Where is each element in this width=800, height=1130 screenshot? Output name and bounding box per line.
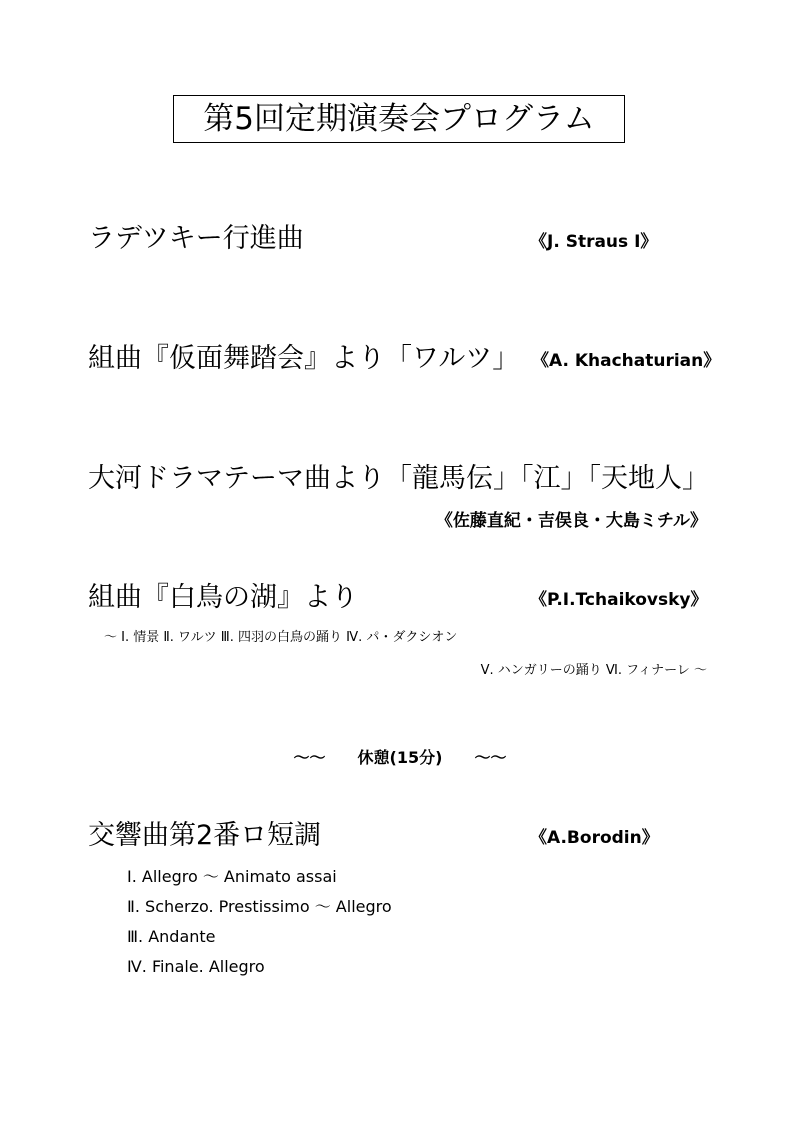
piece-title-1: ラデツキー行進曲: [88, 223, 304, 254]
swan-lake-movements-line-2: Ⅴ. ハンガリーの踊り Ⅵ. フィナーレ ～: [480, 663, 707, 678]
piece-title-2: 組曲『仮面舞踏会』より「ワルツ」: [88, 343, 520, 374]
piece-composer-4: 《P.I.Tchaikovsky》: [530, 590, 708, 610]
intermission: ～～ 休憩(15分) ～～: [293, 748, 507, 767]
symphony-movement-3: Ⅲ. Andante: [127, 927, 216, 946]
symphony-movement-2: Ⅱ. Scherzo. Prestissimo ～ Allegro: [127, 897, 392, 916]
piece-composer-3: 《佐藤直紀・吉俣良・大島ミチル》: [435, 511, 707, 531]
swan-lake-movements-line-1: ～ Ⅰ. 情景 Ⅱ. ワルツ Ⅲ. 四羽の白鳥の踊り Ⅳ. パ・ダクシオン: [104, 630, 458, 645]
page-title: 第5回定期演奏会プログラム: [173, 95, 625, 143]
symphony-movement-1: Ⅰ. Allegro ～ Animato assai: [127, 867, 337, 886]
symphony-movement-4: Ⅳ. Finale. Allegro: [127, 957, 265, 976]
symphony-title: 交響曲第2番ロ短調: [88, 820, 322, 851]
piece-composer-1: 《J. Straus Ⅰ》: [530, 232, 658, 252]
piece-title-4: 組曲『白鳥の湖』より: [88, 582, 358, 613]
symphony-composer: 《A.Borodin》: [530, 828, 659, 848]
piece-title-3: 大河ドラマテーマ曲より「龍馬伝」「江」「天地人」: [88, 463, 709, 494]
piece-composer-2: 《A. Khachaturian》: [532, 351, 721, 371]
